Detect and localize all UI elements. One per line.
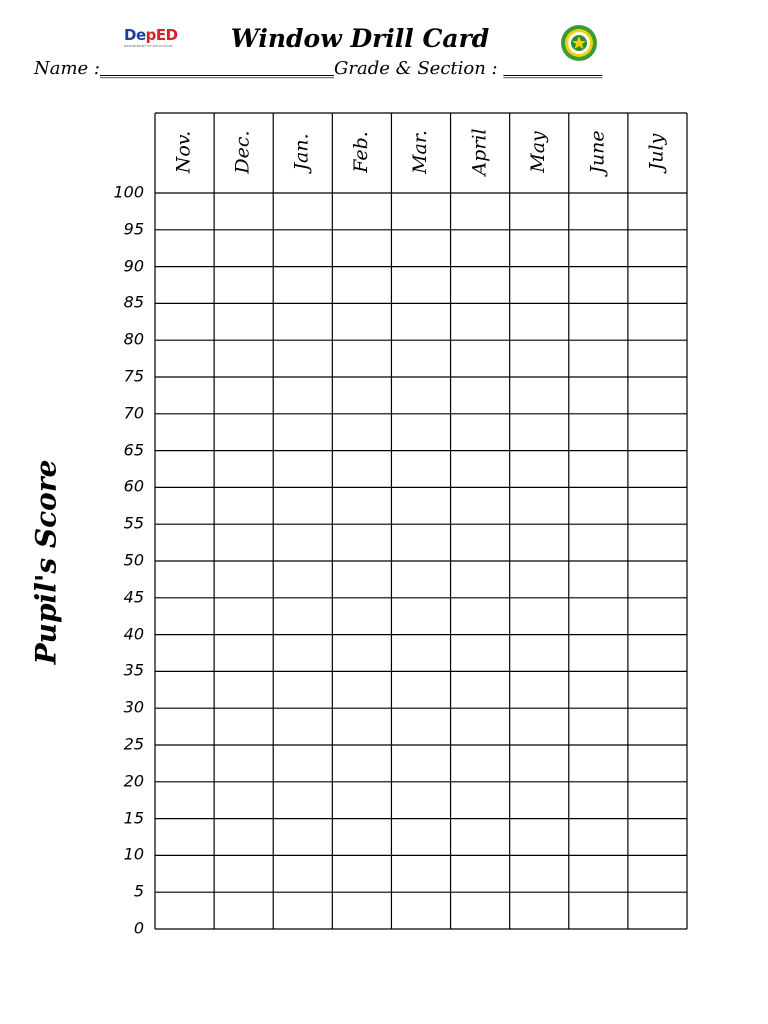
month-label: June bbox=[586, 130, 609, 174]
score-label: 95 bbox=[123, 219, 144, 239]
month-label: July bbox=[645, 133, 668, 171]
score-label: 75 bbox=[123, 366, 144, 386]
logo-text-de: De bbox=[124, 26, 146, 44]
logo-subtitle: DEPARTMENT OF EDUCATION bbox=[124, 44, 173, 48]
score-label: 100 bbox=[113, 182, 144, 202]
month-header-dec bbox=[213, 112, 272, 192]
month-header-july bbox=[627, 112, 686, 192]
month-label: April bbox=[468, 128, 491, 176]
month-header-feb bbox=[331, 112, 390, 192]
score-label: 5 bbox=[133, 881, 144, 901]
month-label: Mar. bbox=[408, 130, 431, 174]
score-label: 50 bbox=[123, 550, 144, 570]
month-label: May bbox=[527, 131, 550, 173]
name-field[interactable]: __________________________ bbox=[100, 58, 334, 79]
score-label: 40 bbox=[123, 624, 144, 644]
month-label: Feb. bbox=[349, 131, 372, 173]
month-label: Jan. bbox=[290, 133, 313, 171]
grade-section-label: Grade & Section : bbox=[334, 58, 498, 79]
score-label: 20 bbox=[123, 771, 144, 791]
grade-section-field[interactable]: ___________ bbox=[503, 58, 603, 79]
month-label: Nov. bbox=[172, 130, 195, 174]
score-grid bbox=[154, 112, 688, 930]
school-seal-icon bbox=[560, 24, 598, 62]
score-label: 85 bbox=[123, 292, 144, 312]
score-label: 25 bbox=[123, 734, 144, 754]
score-label: 80 bbox=[123, 329, 144, 349]
month-header-nov bbox=[154, 112, 213, 192]
score-label: 45 bbox=[123, 587, 144, 607]
month-header-april bbox=[450, 112, 509, 192]
month-header-may bbox=[509, 112, 568, 192]
score-label: 90 bbox=[123, 256, 144, 276]
month-label: Dec. bbox=[231, 130, 254, 174]
score-label: 15 bbox=[123, 808, 144, 828]
month-header-mar bbox=[390, 112, 449, 192]
score-label: 55 bbox=[123, 513, 144, 533]
month-header-june bbox=[568, 112, 627, 192]
score-label: 60 bbox=[123, 476, 144, 496]
score-label: 0 bbox=[133, 918, 144, 938]
y-axis-label: Pupil's Score bbox=[29, 459, 63, 665]
info-line bbox=[34, 58, 602, 79]
score-label: 35 bbox=[123, 660, 144, 680]
score-label: 30 bbox=[123, 697, 144, 717]
page-title: Window Drill Card bbox=[230, 24, 490, 53]
score-label: 70 bbox=[123, 403, 144, 423]
month-header-jan bbox=[272, 112, 331, 192]
name-label: Name : bbox=[34, 58, 100, 79]
score-label: 10 bbox=[123, 844, 144, 864]
logo-text-ped: pED bbox=[145, 26, 178, 44]
score-label: 65 bbox=[123, 440, 144, 460]
